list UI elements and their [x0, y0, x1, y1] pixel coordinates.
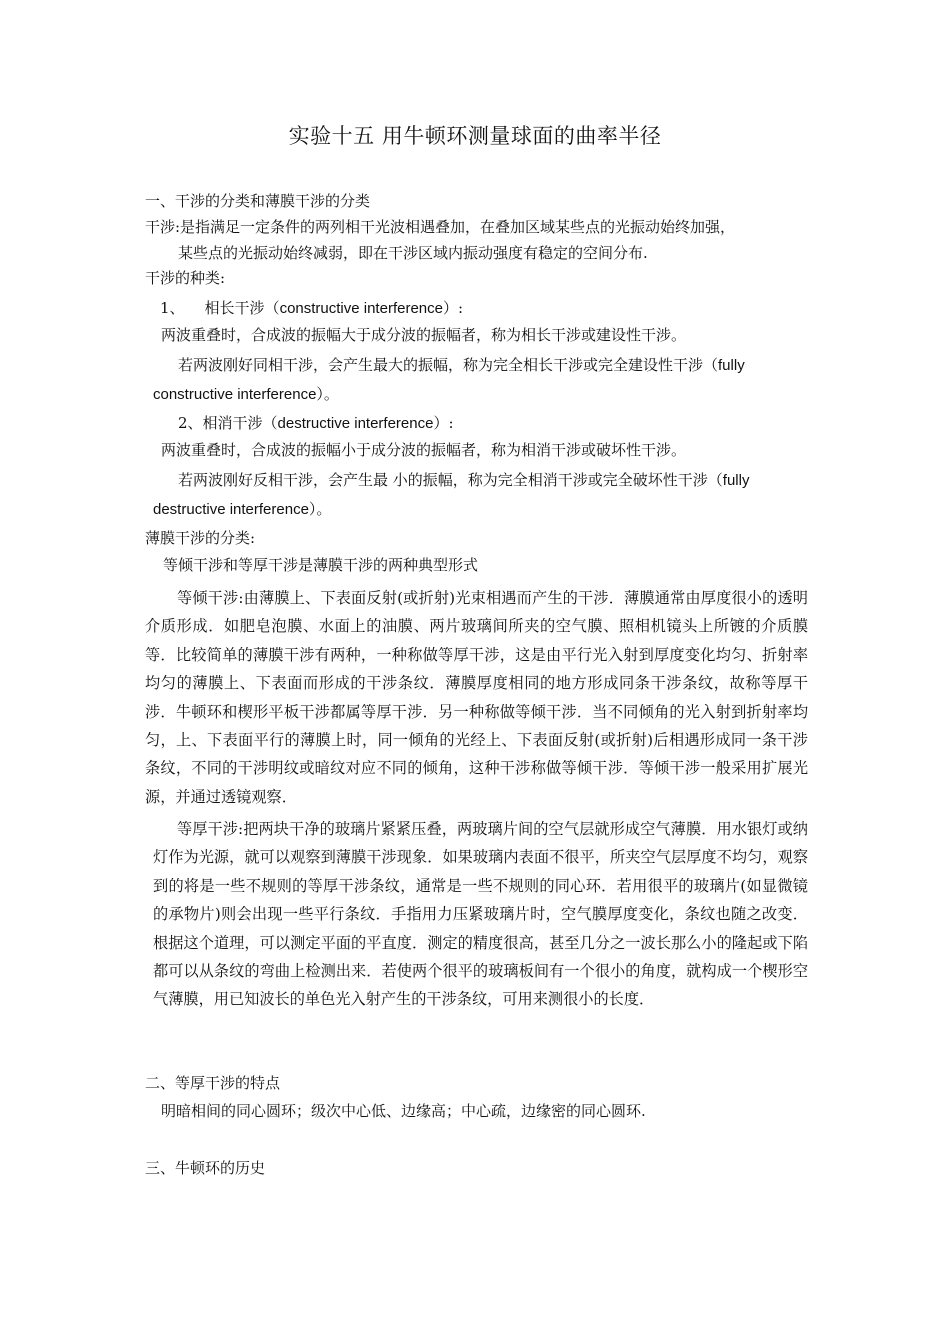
- equal-inclination-paragraph: [145, 584, 808, 811]
- item1-line-2-en: fully: [718, 357, 745, 374]
- item2-line-2: [178, 470, 749, 491]
- equal-thickness-text: 等厚干涉:把两块干净的玻璃片紧紧压叠，两玻璃片间的空气层就形成空气薄膜．用水银灯或纳灯作为光源，就可以观察到薄膜干涉现象．如果玻璃内表面不很平，所夹空气层厚度不均匀，观察到的将是一些不规则的等厚干涉条纹，通常是一些不规则的同心环．若用很平的玻璃片(如显微镜的承物片)则会出现一些平行条纹．手指用力压紧玻璃片时，空气膜厚度变化，条纹也随之改变．根据这个道理，可以测定平面的平直度．测定的精度很高，甚至几分之一波长那么小的隆起或下陷都可以从条纹的弯曲上检测出来．若使两个很平的玻璃板间有一个很小的角度，就构成一个楔形空气薄膜，用已知波长的单色光入射产生的干涉条纹，可用来测很小的长度．: [153, 820, 808, 1009]
- item1-label-end: ）:: [442, 299, 464, 317]
- item2-label-en: destructive interference: [277, 415, 434, 432]
- item2-line-2-en: fully: [722, 472, 750, 489]
- item2-line-1: 两波重叠时，合成波的振幅小于成分波的振幅者，称为相消干涉或破坏性干涉。: [161, 441, 687, 459]
- item1-heading: [160, 298, 463, 319]
- item2-heading: [178, 413, 454, 434]
- equal-inclination-text: 等倾干涉:由薄膜上、下表面反射(或折射)光束相遇而产生的干涉．薄膜通常由厚度很小的透明介质形成．如肥皂泡膜、水面上的油膜、两片玻璃间所夹的空气膜、照相机镜头上所镀的介质膜等．比较简单的薄膜干涉有两种，一种称做等厚干涉，这是由平行光入射到厚度变化均匀、折射率均匀的薄膜上、下表面而形成的干涉条纹．薄膜厚度相同的地方形成同条干涉条纹，故称等厚干涉．牛顿环和楔形平板干涉都属等厚干涉．另一种称做等倾干涉．当不同倾角的光入射到折射率均匀，上、下表面平行的薄膜上时，同一倾角的光经上、下表面反射(或折射)后相遇形成同一条干涉条纹，不同的干涉明纹或暗纹对应不同的倾角，这种干涉称做等倾干涉．等倾干涉一般采用扩展光源，并通过透镜观察．: [145, 589, 808, 806]
- film-interference-label: 薄膜干涉的分类:: [145, 529, 256, 547]
- definition-line-2: 某些点的光振动始终减弱，即在干涉区域内振动强度有稳定的空间分布.: [178, 244, 648, 262]
- section3-heading: 三、牛顿环的历史: [145, 1159, 266, 1177]
- item1-number: 1、: [160, 299, 185, 317]
- item2-line-2-cn: 若两波刚好反相干涉，会产生最 小的振幅，称为完全相消干涉或完全破坏性干涉（: [178, 471, 723, 489]
- item1-line-3-end: ）。: [316, 385, 339, 403]
- item2-line-3: [153, 499, 331, 520]
- item1-line-2: [178, 355, 745, 376]
- interference-kinds-label: 干涉的种类:: [145, 269, 226, 287]
- item1-line-3-en: constructive interference: [153, 386, 317, 403]
- section1-heading: 一、干涉的分类和薄膜干涉的分类: [145, 192, 371, 210]
- item1-line-2-cn: 若两波刚好同相干涉，会产生最大的振幅，称为完全相长干涉或完全建设性干涉（: [178, 356, 719, 374]
- definition-line-1: 干涉:是指满足一定条件的两列相干光波相遇叠加，在叠加区域某些点的光振动始终加强，: [145, 218, 736, 236]
- equal-thickness-paragraph: [153, 815, 808, 1014]
- item2-line-3-en: destructive interference: [153, 501, 309, 518]
- section2-heading: 二、等厚干涉的特点: [145, 1074, 281, 1092]
- item1-label-en: constructive interference: [279, 300, 443, 317]
- item1-line-3: [153, 384, 339, 405]
- item1-line-1: 两波重叠时，合成波的振幅大于成分波的振幅者，称为相长干涉或建设性干涉。: [161, 326, 687, 344]
- item2-label-cn: 2、相消干涉（: [178, 414, 278, 432]
- film-interference-intro: 等倾干涉和等厚干涉是薄膜干涉的两种典型形式: [163, 556, 479, 574]
- item2-line-3-end: ）。: [308, 500, 332, 518]
- item1-label-cn: 相长干涉（: [204, 299, 280, 317]
- section2-text: 明暗相间的同心圆环；级次中心低、边缘高；中心疏，边缘密的同心圆环.: [161, 1102, 646, 1120]
- item2-label-end: ）:: [433, 414, 454, 432]
- page-title: 实验十五 用牛顿环测量球面的曲率半径: [288, 124, 662, 148]
